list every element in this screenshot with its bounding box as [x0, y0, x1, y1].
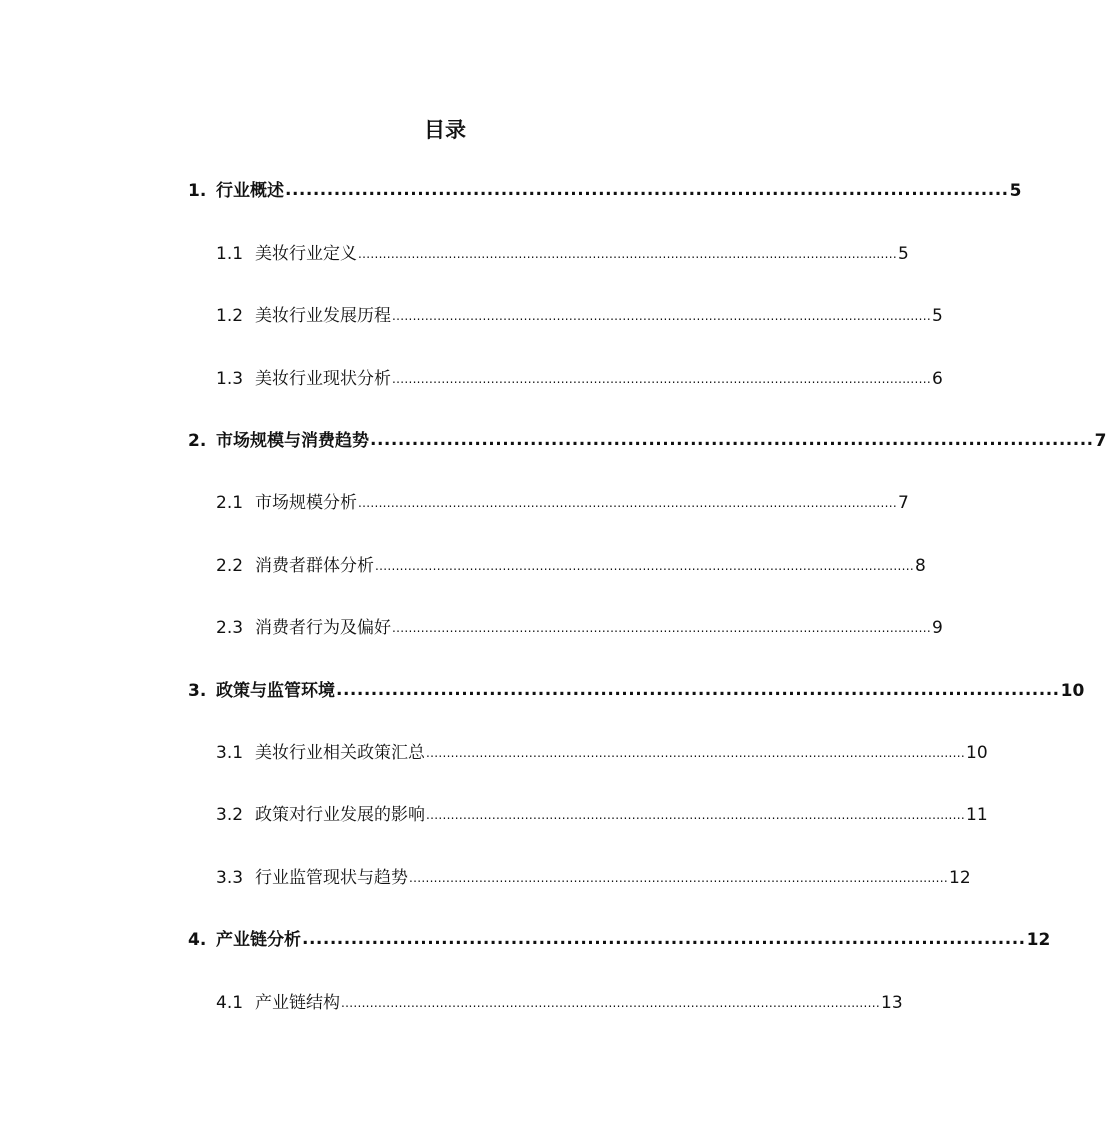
toc-entry-number: 2.2: [216, 556, 244, 576]
toc-entry-title: 美妆行业相关政策汇总: [255, 743, 425, 763]
toc-entry-page: 12: [949, 868, 971, 888]
toc-entry-number: 1.3: [216, 369, 244, 389]
toc-entry-title: 美妆行业发展历程: [255, 306, 391, 326]
toc-entry-title: 美妆行业定义: [255, 244, 357, 264]
toc-entry-page: 11: [966, 805, 988, 825]
page-title: 目录: [424, 118, 466, 142]
toc-entry-number: 2.1: [216, 493, 244, 513]
toc-entry-page: 12: [1026, 930, 1051, 950]
toc-entry-number: 1.2: [216, 306, 244, 326]
toc-entry-page: 7: [1094, 431, 1106, 451]
toc-dot-leader: ........................................................................................................: [302, 929, 1026, 949]
toc-entry-page: 9: [932, 618, 943, 638]
toc-dot-leader: ...................................................................................................................................: [341, 996, 880, 1010]
toc-entry-page: 5: [1009, 181, 1022, 201]
toc-entry-number: 4.: [188, 930, 207, 950]
toc-entry-1-1[interactable]: [216, 239, 909, 269]
toc-entry-number: 2.: [188, 431, 207, 451]
toc-entry-2[interactable]: [188, 426, 1106, 456]
toc-entry-3-3[interactable]: [216, 863, 971, 893]
toc-entry-page: 13: [881, 993, 903, 1013]
toc-entry-title: 美妆行业现状分析: [255, 369, 391, 389]
toc-entry-title: 产业链分析: [216, 930, 301, 950]
toc-entry-number: 3.3: [216, 868, 244, 888]
toc-dot-leader: ........................................................................................................: [370, 430, 1094, 450]
toc-entry-title: 产业链结构: [255, 993, 340, 1013]
toc-entry-3-2[interactable]: [216, 800, 988, 830]
toc-dot-leader: ........................................................................................................: [285, 180, 1009, 200]
toc-entry-page: 5: [932, 306, 943, 326]
toc-dot-leader: ...................................................................................................................................: [358, 247, 897, 261]
toc-entry-page: 8: [915, 556, 926, 576]
toc-dot-leader: ...................................................................................................................................: [426, 746, 965, 760]
toc-entry-title: 政策与监管环境: [216, 681, 335, 701]
toc-entry-number: 2.3: [216, 618, 244, 638]
toc-entry-3[interactable]: [188, 676, 1085, 706]
toc-entry-number: 3.: [188, 681, 207, 701]
toc-entry-title: 消费者群体分析: [255, 556, 374, 576]
toc-entry-3-1[interactable]: [216, 738, 988, 768]
toc-entry-page: 6: [932, 369, 943, 389]
toc-entry-2-3[interactable]: [216, 613, 943, 643]
toc-entry-2-2[interactable]: [216, 551, 926, 581]
toc-entry-title: 市场规模与消费趋势: [216, 431, 369, 451]
toc-dot-leader: ...................................................................................................................................: [392, 309, 931, 323]
toc-entry-2-1[interactable]: [216, 488, 909, 518]
toc-entry-number: 1.: [188, 181, 207, 201]
toc-dot-leader: ...................................................................................................................................: [426, 808, 965, 822]
toc-dot-leader: ...................................................................................................................................: [392, 372, 931, 386]
toc-dot-leader: ...................................................................................................................................: [375, 559, 914, 573]
toc-dot-leader: ...................................................................................................................................: [358, 496, 897, 510]
toc-entry-number: 1.1: [216, 244, 244, 264]
toc-entry-1-2[interactable]: [216, 301, 943, 331]
toc-entry-page: 10: [966, 743, 988, 763]
toc-entry-page: 7: [898, 493, 909, 513]
toc-entry-1[interactable]: [188, 176, 1022, 206]
toc-dot-leader: ...................................................................................................................................: [409, 871, 948, 885]
toc-entry-number: 3.1: [216, 743, 244, 763]
toc-entry-1-3[interactable]: [216, 364, 943, 394]
toc-entry-title: 行业概述: [216, 181, 284, 201]
toc-entry-number: 3.2: [216, 805, 244, 825]
toc-entry-title: 行业监管现状与趋势: [255, 868, 408, 888]
toc-entry-page: 5: [898, 244, 909, 264]
toc-entry-title: 市场规模分析: [255, 493, 357, 513]
toc-entry-4-1[interactable]: [216, 988, 903, 1018]
toc-dot-leader: ........................................................................................................: [336, 680, 1060, 700]
toc-entry-number: 4.1: [216, 993, 244, 1013]
toc-entry-title: 消费者行为及偏好: [255, 618, 391, 638]
toc-entry-title: 政策对行业发展的影响: [255, 805, 425, 825]
toc-dot-leader: ...................................................................................................................................: [392, 621, 931, 635]
toc-entry-page: 10: [1060, 681, 1085, 701]
toc-entry-4[interactable]: [188, 925, 1051, 955]
